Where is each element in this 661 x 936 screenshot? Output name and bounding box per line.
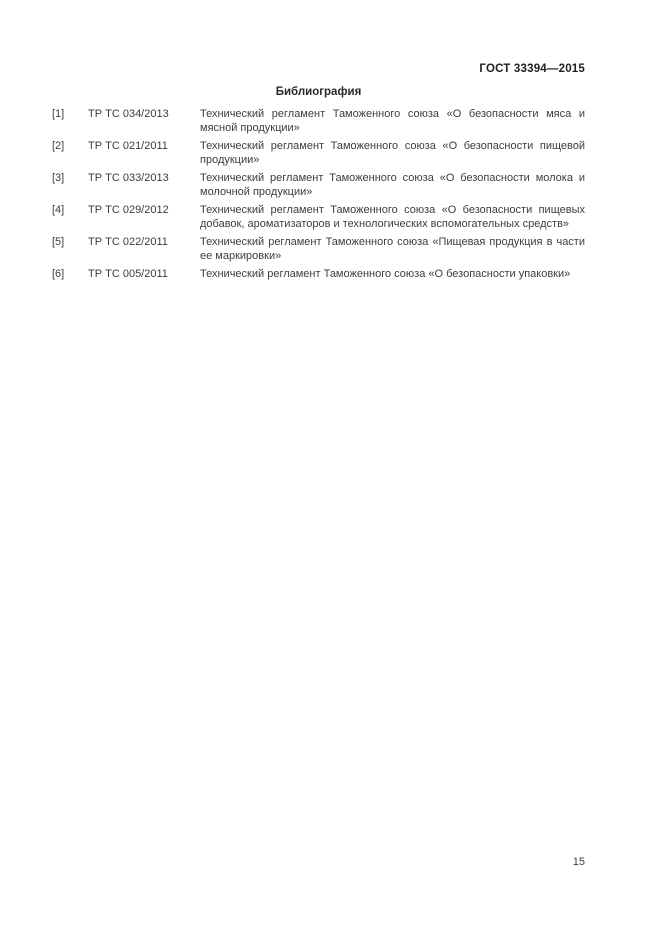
reference-code: ТР ТС 034/2013 <box>88 108 169 120</box>
reference-number: [4] <box>52 204 65 216</box>
bibliography-title: Библиография <box>275 86 362 98</box>
reference-item <box>52 267 585 281</box>
reference-description: Технический регламент Таможенного союза «О безопасности мяса и мясной продукции» <box>200 108 585 134</box>
reference-description: Технический регламент Таможенного союза «О безопасности пищевой продукции» <box>200 140 585 166</box>
reference-description: Технический регламент Таможенного союза «О безопасности пищевых добавок, ароматизаторов и технологических вспомогательных средств» <box>200 204 585 230</box>
reference-item <box>52 139 585 167</box>
reference-code: ТР ТС 005/2011 <box>88 268 168 280</box>
reference-code: ТР ТС 022/2011 <box>88 236 168 248</box>
reference-number: [1] <box>52 108 65 120</box>
reference-item <box>52 107 585 135</box>
reference-number: [2] <box>52 140 65 152</box>
reference-item <box>52 171 585 199</box>
reference-code: ТР ТС 029/2012 <box>88 204 169 216</box>
reference-code: ТР ТС 033/2013 <box>88 172 169 184</box>
reference-number: [3] <box>52 172 65 184</box>
reference-number: [6] <box>52 268 65 280</box>
reference-description: Технический регламент Таможенного союза «О безопасности молока и молочной продукции» <box>200 172 585 198</box>
document-header: ГОСТ 33394—2015 <box>479 63 585 75</box>
page-number: 15 <box>572 856 585 868</box>
reference-description: Технический регламент Таможенного союза «Пищевая продукция в части ее маркировки» <box>200 236 585 262</box>
reference-item <box>52 203 585 231</box>
reference-code: ТР ТС 021/2011 <box>88 140 168 152</box>
reference-item <box>52 235 585 263</box>
reference-list <box>52 107 585 285</box>
reference-description: Технический регламент Таможенного союза «О безопасности упаковки» <box>200 268 571 280</box>
reference-number: [5] <box>52 236 65 248</box>
